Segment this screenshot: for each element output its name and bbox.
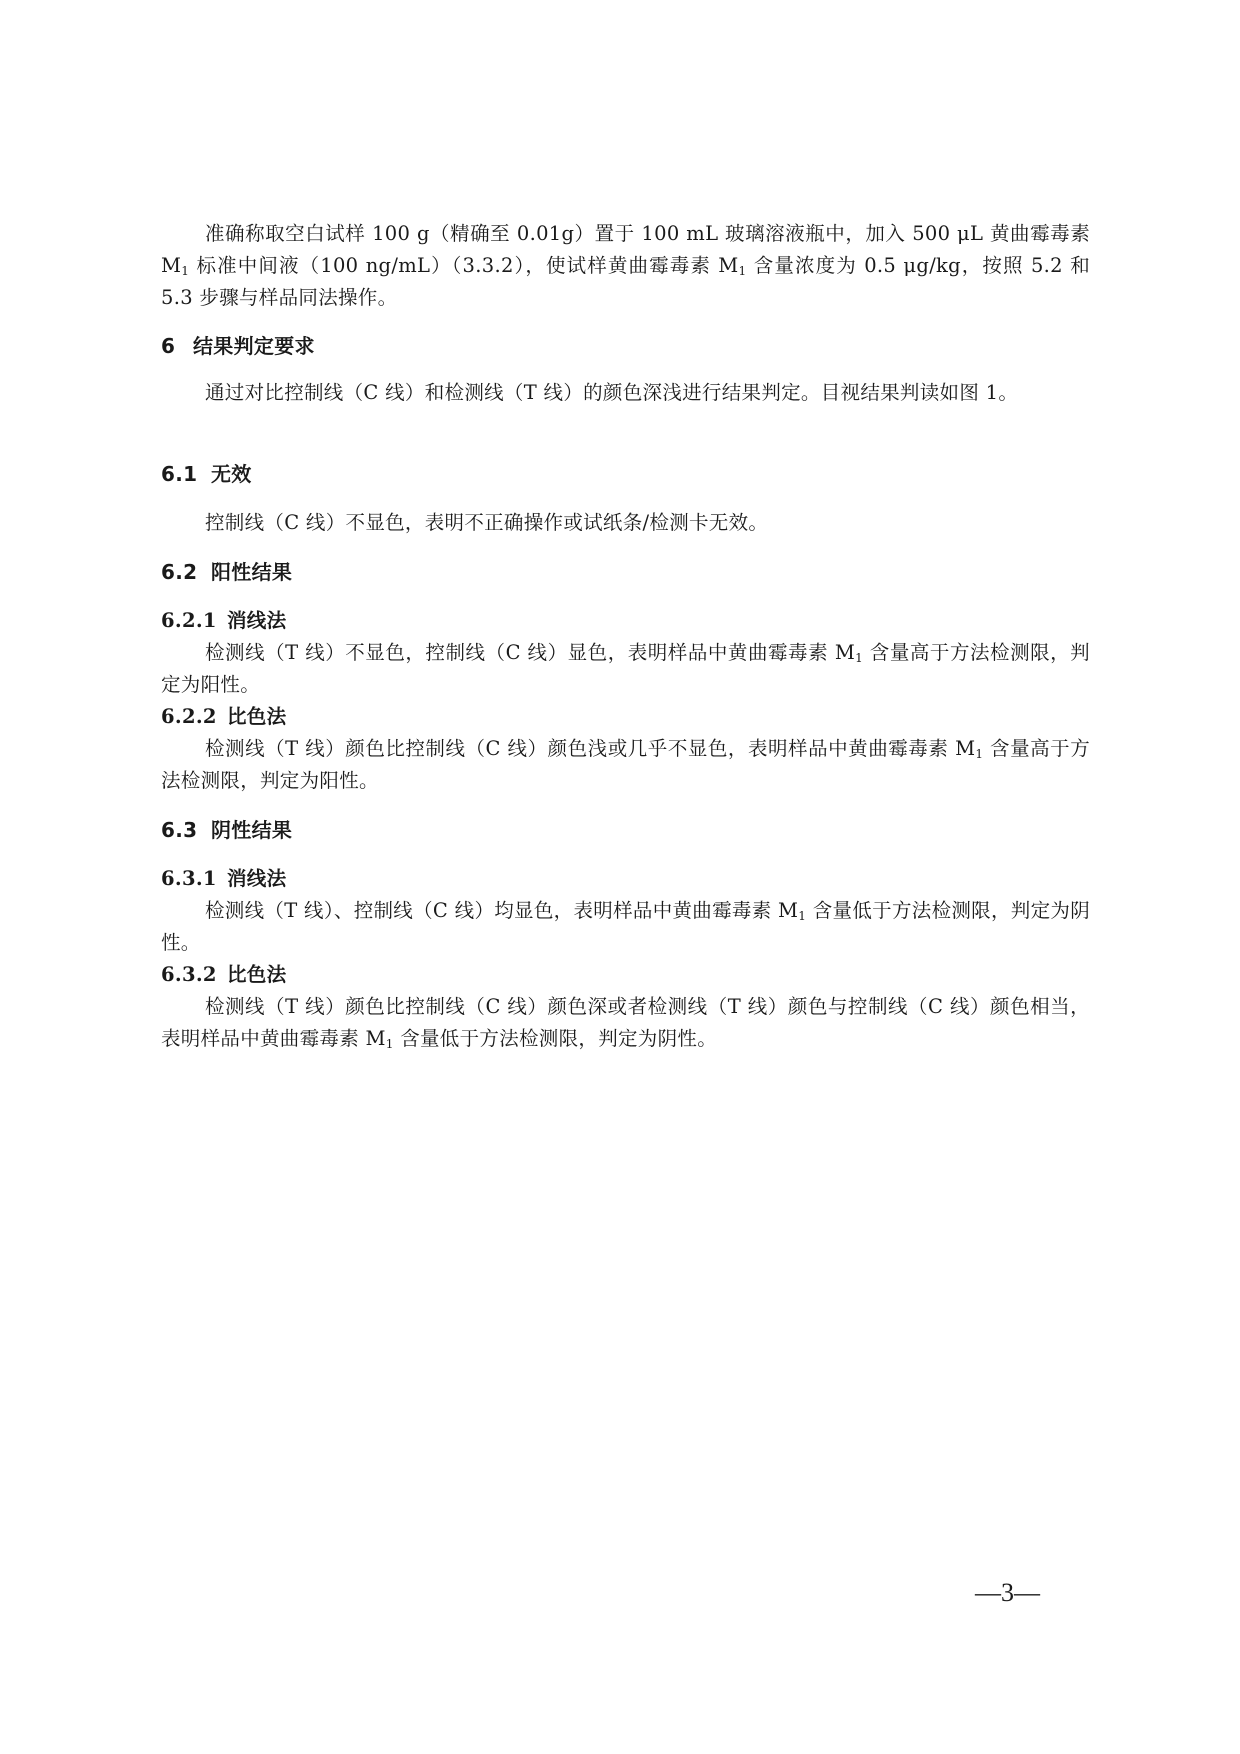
section-6-3-1-number: 6.3.1	[161, 867, 217, 890]
section-6-3-1-heading	[161, 863, 286, 895]
section-6-2-1-text-a: 检测线（T 线）不显色，控制线（C 线）显色，表明样品中黄曲霉毒素 M	[205, 641, 856, 664]
section-6-2-1-heading	[161, 605, 286, 637]
section-6-3-2-subscript: 1	[385, 1037, 394, 1051]
section-6-2-2-text-a: 检测线（T 线）颜色比控制线（C 线）颜色浅或几乎不显色，表明样品中黄曲霉毒素 M	[205, 737, 976, 760]
section-6-2-1-subscript: 1	[855, 651, 864, 665]
intro-subscript-b: 1	[738, 264, 747, 278]
intro-text-a: 准确称取空白试样 100 g（精确至 0.01g）置于 100 mL 玻璃溶液瓶中，加入 500 μL 黄曲霉毒素 M	[161, 222, 1090, 277]
section-6-2-title: 阳性结果	[211, 560, 293, 584]
section-6-2-1-title: 消线法	[227, 609, 287, 632]
section-6-3-number: 6.3	[161, 818, 198, 842]
section-6-2-2-body	[161, 733, 1090, 797]
section-6-2-1-text-b: 含量高于方法检测限，判定为阳性。	[161, 641, 1090, 696]
section-6-2-2-subscript: 1	[975, 747, 984, 761]
section-6-heading	[161, 330, 315, 362]
section-6-1-heading	[161, 458, 252, 490]
intro-paragraph	[161, 218, 1090, 314]
section-6-2-2-heading	[161, 701, 286, 733]
intro-text-b: 标准中间液（100 ng/mL）（3.3.2），使试样黄曲霉毒素 M	[189, 254, 739, 277]
section-6-2-number: 6.2	[161, 560, 198, 584]
section-6-2-2-text-b: 含量高于方法检测限，判定为阳性。	[161, 737, 1091, 792]
section-6-1-number: 6.1	[161, 462, 198, 486]
section-6-2-2-title: 比色法	[227, 705, 287, 728]
section-6-2-1-number: 6.2.1	[161, 609, 217, 632]
section-6-3-1-title: 消线法	[227, 867, 287, 890]
section-6-3-2-body	[161, 991, 1090, 1055]
section-6-3-heading	[161, 814, 292, 846]
section-6-title: 结果判定要求	[193, 334, 315, 358]
section-6-2-2-number: 6.2.2	[161, 705, 217, 728]
intro-text-c: 含量浓度为 0.5 μg/kg，按照 5.2 和 5.3 步骤与样品同法操作。	[161, 254, 1090, 309]
section-6-1-title: 无效	[211, 462, 252, 486]
section-6-1-body: 控制线（C 线）不显色，表明不正确操作或试纸条/检测卡无效。	[205, 511, 769, 534]
page-number: —3—	[975, 1578, 1040, 1607]
section-6-3-title: 阴性结果	[211, 818, 293, 842]
section-6-3-2-heading	[161, 959, 286, 991]
section-6-3-2-text-a: 检测线（T 线）颜色比控制线（C 线）颜色深或者检测线（T 线）颜色与控制线（C 线）颜色相当，表明样品中黄曲霉毒素 M	[161, 995, 1090, 1050]
section-6-3-2-text-b: 含量低于方法检测限，判定为阴性。	[393, 1027, 718, 1050]
section-6-body: 通过对比控制线（C 线）和检测线（T 线）的颜色深浅进行结果判定。目视结果判读如图 1。	[205, 381, 1019, 404]
section-6-3-1-body	[161, 895, 1090, 959]
section-6-3-2-title: 比色法	[227, 963, 287, 986]
intro-subscript-a: 1	[181, 264, 190, 278]
section-6-3-1-subscript: 1	[798, 909, 807, 923]
section-6-3-2-number: 6.3.2	[161, 963, 217, 986]
section-6-number: 6	[161, 334, 176, 358]
section-6-2-1-body	[161, 637, 1090, 701]
section-6-3-1-text-a: 检测线（T 线）、控制线（C 线）均显色，表明样品中黄曲霉毒素 M	[205, 899, 799, 922]
section-6-3-1-text-b: 含量低于方法检测限，判定为阴性。	[161, 899, 1091, 954]
section-6-2-heading	[161, 556, 292, 588]
